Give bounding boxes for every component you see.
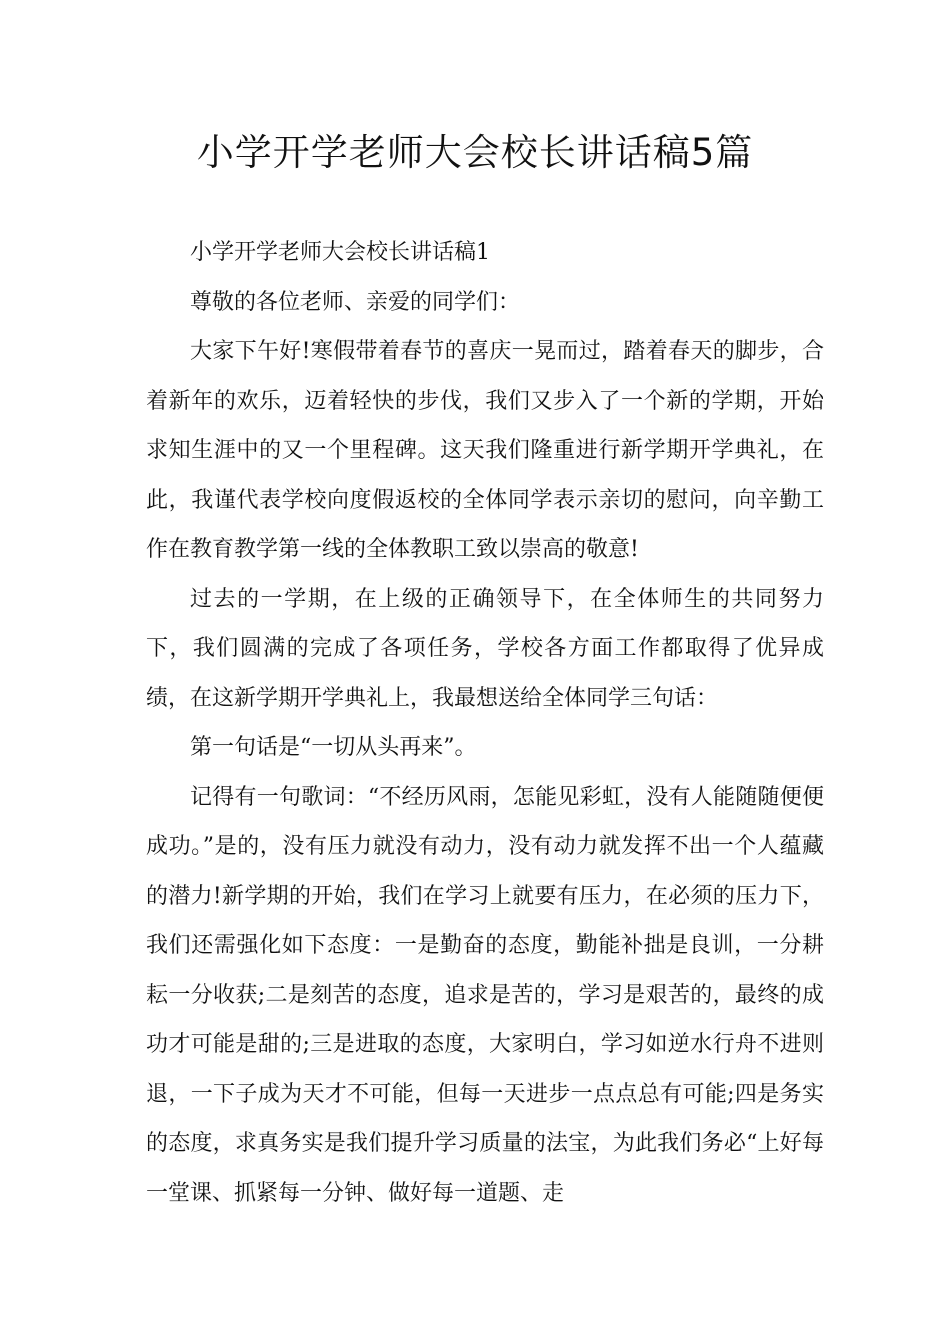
- paragraph: 第一句话是“一切从头再来”。: [190, 735, 477, 760]
- paragraph: 过去的一学期，在上级的正确领导下，在全体师生的共同努力下，我们圆满的完成了各项任务，学校各方面工作都取得了优异成绩，在这新学期开学典礼上，我最想送给全体同学三句话：: [146, 586, 824, 711]
- paragraph: 大家下午好!寒假带着春节的喜庆一晃而过，踏着春天的脚步，合着新年的欢乐，迈着轻快的步伐，我们又步入了一个新的学期，开始求知生涯中的又一个里程碑。这天我们隆重进行新学期开学典礼，在此，我谨代表学校向度假返校的全体同学表示亲切的慰问，向辛勤工作在教育教学第一线的全体教职工致以崇高的敬意!: [146, 339, 824, 562]
- document-body: [146, 228, 824, 1218]
- paragraph: 记得有一句歌词：“不经历风雨，怎能见彩虹，没有人能随随便便成功。”是的，没有压力就没有动力，没有动力就发挥不出一个人蕴藏的潜力!新学期的开始，我们在学习上就要有压力，在必须的压力下，我们还需强化如下态度：一是勤奋的态度，勤能补拙是良训，一分耕耘一分收获;二是刻苦的态度，追求是苦的，学习是艰苦的，最终的成功才可能是甜的;三是进取的态度，大家明白，学习如逆水行舟不进则退，一下子成为天才不可能，但每一天进步一点点总有可能;四是务实的态度，求真务实是我们提升学习质量的法宝，为此我们务必“上好每一堂课、抓紧每一分钟、做好每一道题、走: [146, 784, 824, 1206]
- document-title: 小学开学老师大会校长讲话稿5篇: [196, 131, 754, 174]
- section-heading: 小学开学老师大会校长讲话稿1: [190, 240, 490, 265]
- salutation: 尊敬的各位老师、亲爱的同学们：: [190, 289, 521, 315]
